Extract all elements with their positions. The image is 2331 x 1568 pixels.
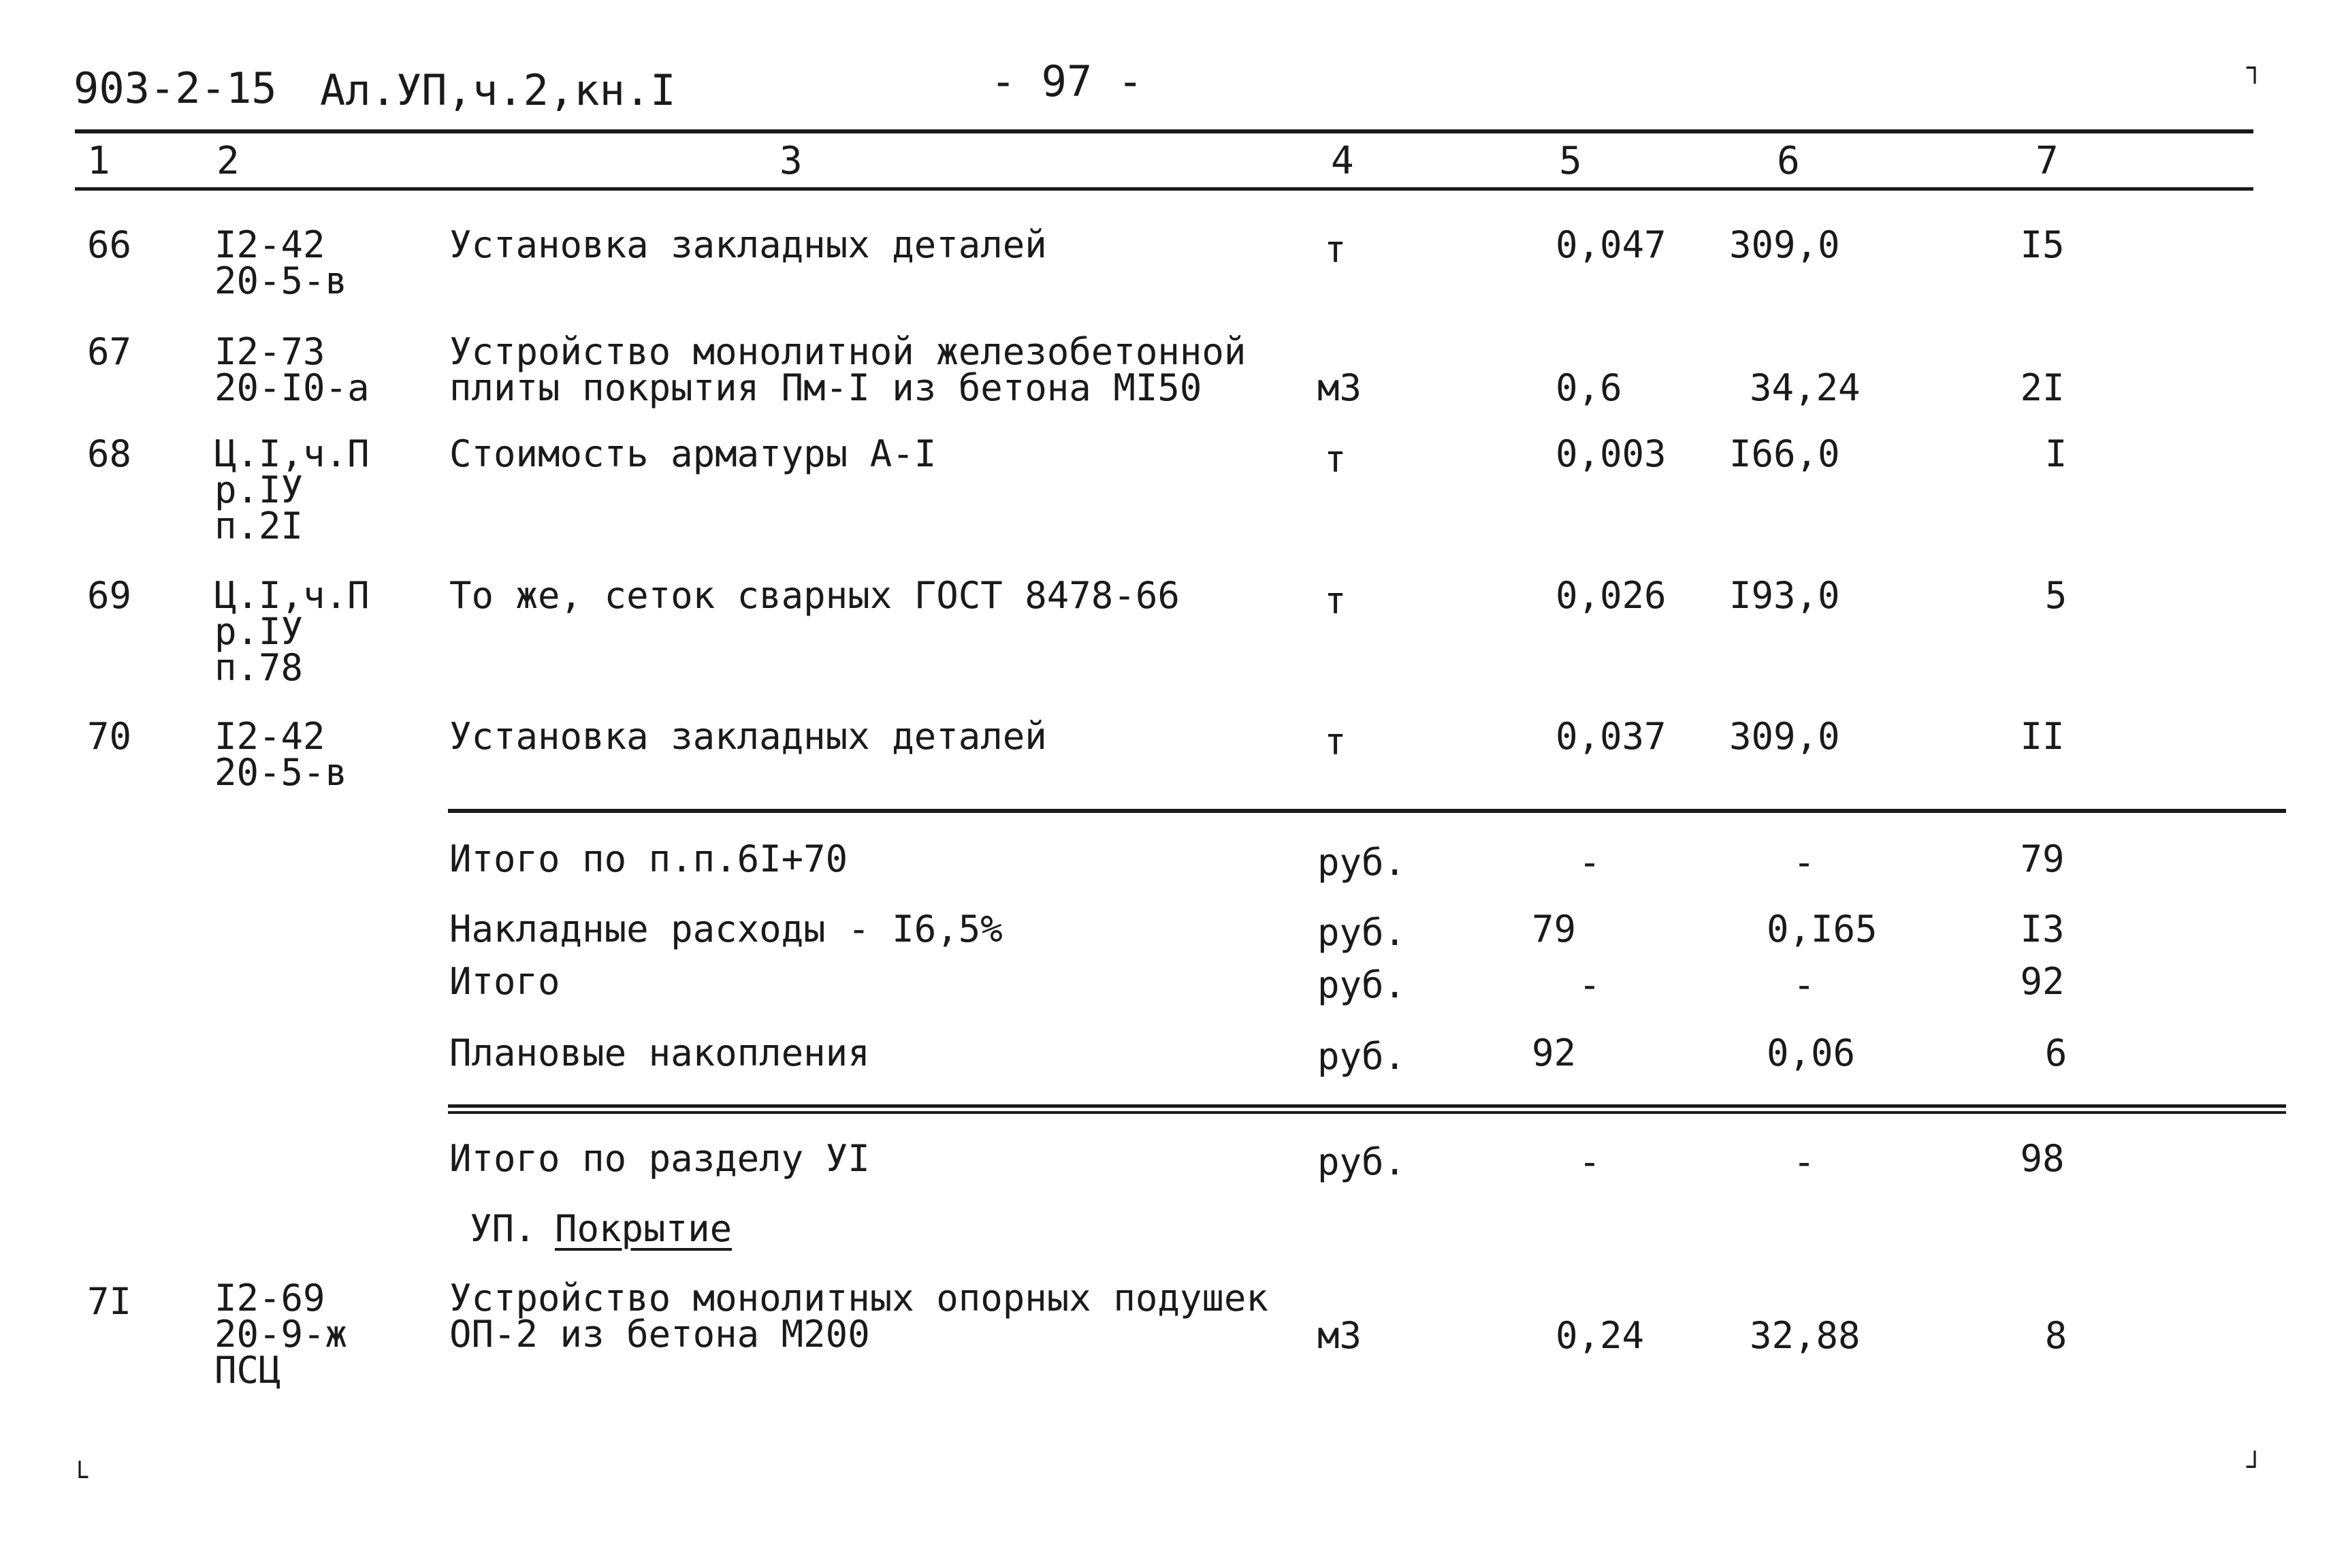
summary-price: - (1793, 963, 1816, 1006)
row-number: 68 (87, 432, 132, 475)
summary-total: I3 (2020, 908, 2065, 950)
row-total: 5 (2044, 574, 2068, 617)
row-number: 67 (87, 330, 132, 373)
summary-description: Плановые накопления (449, 1031, 870, 1074)
summary-quantity: - (1578, 841, 1601, 884)
row-code-line: р.IУ (214, 468, 304, 511)
row-total: 8 (2044, 1314, 2068, 1357)
page-number: - 97 - (991, 57, 1143, 106)
section-total-unit: руб. (1317, 1140, 1406, 1183)
row-unit: т (1324, 579, 1347, 622)
col-header-1: 1 (87, 139, 110, 183)
row-code-line: 20-9-ж (214, 1313, 348, 1356)
row-quantity: 0,6 (1556, 366, 1622, 409)
col-header-2: 2 (216, 139, 240, 183)
col-header-6: 6 (1777, 139, 1800, 183)
header-rule (75, 187, 2253, 191)
row-unit-price: I93,0 (1729, 574, 1840, 617)
row-description: Установка закладных деталей (449, 223, 1047, 266)
row-code-line: ПСЦ (214, 1349, 281, 1392)
section-total-quantity: - (1578, 1140, 1601, 1183)
summary-total: 92 (2020, 960, 2065, 1003)
row-quantity: 0,026 (1556, 574, 1667, 617)
row-total: I (2044, 432, 2068, 475)
row-description: Устройство монолитных опорных подушек (449, 1277, 1268, 1319)
summary-price: 0,I65 (1767, 908, 1878, 950)
row-code-line: Ц.I,ч.П (214, 432, 370, 475)
row-code-line: 20-5-в (214, 259, 348, 302)
row-description: плиты покрытия Пм-I из бетона МI50 (449, 366, 1202, 409)
row-unit-price: 32,88 (1750, 1314, 1861, 1357)
row-quantity: 0,037 (1556, 715, 1667, 758)
row-code-line: п.2I (214, 505, 304, 547)
section-rule-upper (448, 1104, 2286, 1108)
summary-rule (448, 809, 2286, 813)
section-rule-lower (448, 1111, 2286, 1114)
row-code-line: I2-73 (214, 330, 325, 373)
row-unit: м3 (1317, 1314, 1362, 1357)
row-code-line: 20-I0-а (214, 366, 370, 409)
summary-quantity: 79 (1532, 908, 1577, 950)
row-number: 7I (87, 1280, 132, 1323)
row-unit-price: I66,0 (1729, 432, 1840, 475)
row-unit-price: 309,0 (1729, 223, 1840, 266)
row-unit-price: 309,0 (1729, 715, 1840, 758)
row-unit-price: 34,24 (1750, 366, 1861, 409)
section-total-value: 98 (2020, 1137, 2065, 1180)
row-description: Устройство монолитной железобетонной (449, 330, 1247, 373)
row-total: I5 (2020, 223, 2065, 266)
album-reference: Ал.УП,ч.2,кн.I (320, 65, 676, 115)
row-quantity: 0,047 (1556, 223, 1667, 266)
summary-description: Накладные расходы - I6,5% (449, 908, 1003, 950)
row-code-line: р.IУ (214, 610, 304, 653)
row-unit: т (1324, 438, 1347, 481)
col-header-5: 5 (1559, 139, 1582, 183)
summary-total: 79 (2020, 837, 2065, 880)
corner-mark-top-right: ┐ (2247, 52, 2264, 84)
row-number: 66 (87, 223, 132, 266)
row-number: 69 (87, 574, 132, 617)
section-total-description: Итого по разделу УI (449, 1137, 870, 1180)
document-code: 903-2-15 (74, 63, 277, 113)
row-code-line: I2-69 (214, 1277, 325, 1319)
section-total-price: - (1793, 1140, 1816, 1183)
row-code-line: п.78 (214, 646, 304, 689)
row-total: 2I (2020, 366, 2065, 409)
row-quantity: 0,003 (1556, 432, 1667, 475)
row-unit: м3 (1317, 366, 1362, 409)
row-description: Установка закладных деталей (449, 715, 1047, 758)
row-code-line: I2-42 (214, 223, 325, 266)
col-header-7: 7 (2036, 139, 2059, 183)
summary-price: - (1793, 841, 1816, 884)
summary-unit: руб. (1317, 911, 1406, 954)
summary-unit: руб. (1317, 1035, 1406, 1078)
row-number: 70 (87, 715, 132, 758)
section-title: Покрытие (555, 1207, 733, 1250)
summary-quantity: 92 (1532, 1031, 1577, 1074)
row-quantity: 0,24 (1556, 1314, 1645, 1357)
row-unit: т (1324, 228, 1347, 271)
section-number: УП. (470, 1207, 536, 1250)
summary-total: 6 (2044, 1031, 2068, 1074)
col-header-4: 4 (1331, 139, 1354, 183)
row-description: То же, сеток сварных ГОСТ 8478-66 (449, 574, 1180, 617)
summary-unit: руб. (1317, 963, 1406, 1006)
corner-mark-bottom-right: ┘ (2247, 1452, 2264, 1483)
row-code-line: 20-5-в (214, 751, 348, 794)
summary-description: Итого по п.п.6I+70 (449, 837, 848, 880)
summary-unit: руб. (1317, 841, 1406, 884)
row-code-line: Ц.I,ч.П (214, 574, 370, 617)
row-total: II (2020, 715, 2065, 758)
row-code-line: I2-42 (214, 715, 325, 758)
summary-price: 0,06 (1767, 1031, 1856, 1074)
summary-quantity: - (1578, 963, 1601, 1006)
corner-mark-bottom-left: └ (71, 1462, 89, 1493)
top-rule (75, 129, 2253, 133)
row-description: Стоимость арматуры А-I (449, 432, 937, 475)
summary-description: Итого (449, 960, 560, 1003)
row-description: ОП-2 из бетона М200 (449, 1313, 870, 1356)
col-header-3: 3 (779, 139, 803, 183)
row-unit: т (1324, 720, 1347, 763)
